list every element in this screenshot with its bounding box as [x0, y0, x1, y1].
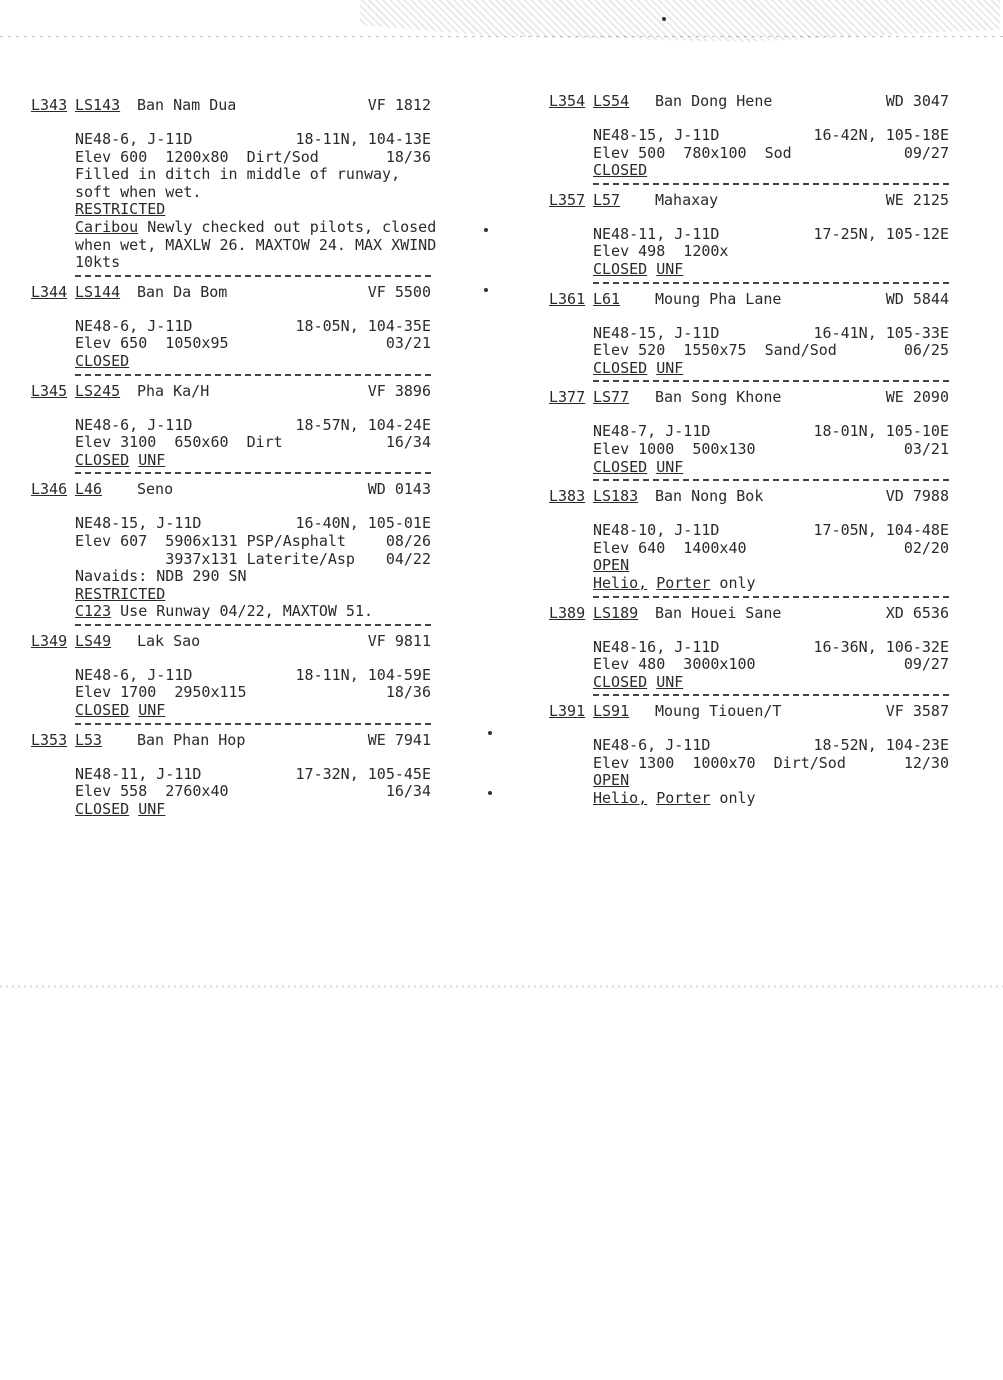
- underlined-text: CLOSED: [593, 259, 648, 278]
- site-name: Ban Dong Hene: [655, 92, 773, 110]
- dashed-separator: [593, 479, 949, 482]
- detail-line: [593, 360, 949, 378]
- dashed-separator: [593, 380, 949, 383]
- detail-right-value: 09/27: [903, 655, 949, 674]
- speck: [662, 17, 666, 21]
- detail-line: [593, 790, 949, 808]
- detail-line: [593, 162, 949, 180]
- site-code: L343: [31, 96, 68, 114]
- entry-details: [31, 417, 431, 470]
- airfield-entry: [31, 96, 437, 272]
- detail-right-value: 16-42N, 105-18E: [813, 126, 949, 144]
- detail-text: Elev 600 1200x80 Dirt/Sod: [75, 147, 319, 166]
- underlined-text: C123: [75, 602, 112, 621]
- detail-line: [75, 684, 431, 702]
- detail-line: [593, 342, 949, 360]
- detail-text: NE48-6, J-11D: [75, 316, 193, 335]
- detail-line: [593, 522, 949, 540]
- detail-line: [75, 201, 431, 219]
- airfield-entry: [31, 382, 431, 470]
- detail-text: Use Runway 04/22, MAXTOW 51.: [111, 602, 374, 621]
- underlined-text: CLOSED: [593, 161, 648, 180]
- site-name: Ban Nong Bok: [655, 487, 764, 506]
- grid-reference: XD 6536: [885, 603, 949, 622]
- entry-details: [549, 226, 949, 279]
- grid-reference: WD 0143: [367, 480, 431, 499]
- detail-text: 3937x131 Laterite/Asp: [75, 549, 355, 568]
- detail-line: [593, 243, 949, 261]
- detail-line: [593, 639, 949, 657]
- detail-text: NE48-11, J-11D: [593, 224, 720, 243]
- detail-right-value: 17-05N, 104-48E: [813, 521, 949, 540]
- site-name: Moung Pha Lane: [655, 289, 782, 308]
- detail-line: [593, 261, 949, 279]
- detail-line: [593, 737, 949, 755]
- detail-text: NE48-15, J-11D: [593, 126, 720, 144]
- site-id: LS91: [593, 702, 630, 721]
- underlined-text: RESTRICTED: [75, 200, 166, 219]
- detail-right-value: 03/21: [385, 334, 431, 353]
- detail-line: [75, 434, 431, 452]
- entry-header: [31, 731, 431, 753]
- detail-line: [593, 772, 949, 790]
- entry-header: [549, 388, 949, 410]
- site-id: LS245: [75, 381, 121, 400]
- site-code: L377: [549, 388, 586, 407]
- airfield-entry: [31, 731, 431, 819]
- grid-reference: WE 2125: [885, 190, 949, 209]
- dashed-separator: [75, 723, 431, 726]
- site-id: LS77: [593, 388, 630, 407]
- entry-details: [31, 766, 431, 819]
- site-id: L57: [593, 190, 621, 209]
- airfield-entry: [549, 191, 949, 279]
- dashed-separator: [75, 624, 431, 627]
- grid-reference: VF 9811: [367, 631, 431, 650]
- site-name: Mahaxay: [655, 190, 719, 209]
- detail-line: [593, 557, 949, 575]
- site-code: L391: [549, 702, 586, 721]
- detail-text: Elev 1300 1000x70 Dirt/Sod: [593, 753, 846, 772]
- entry-details: [549, 522, 949, 592]
- detail-line: [75, 515, 431, 533]
- detail-text: Filled in ditch in middle of runway,: [75, 165, 401, 184]
- site-code: L361: [549, 289, 586, 308]
- scan-line-middle: [0, 985, 1003, 988]
- entry-header: [31, 283, 431, 305]
- grid-reference: WD 3047: [885, 92, 949, 110]
- site-code: L389: [549, 603, 586, 622]
- detail-text: Elev 3100 650x60 Dirt: [75, 433, 283, 452]
- dashed-separator: [593, 183, 949, 186]
- detail-line: [593, 127, 949, 145]
- detail-right-value: 16-41N, 105-33E: [813, 323, 949, 342]
- speck: [484, 228, 488, 232]
- entry-header: [549, 191, 949, 213]
- detail-line: [75, 452, 431, 470]
- detail-text: Elev 558 2760x40: [75, 782, 229, 801]
- speck: [488, 731, 492, 735]
- site-name: Ban Phan Hop: [137, 730, 246, 749]
- underlined-text: OPEN: [593, 556, 630, 575]
- site-code: L344: [31, 282, 68, 301]
- underlined-text: CLOSED: [75, 799, 130, 818]
- detail-line: [75, 217, 437, 237]
- airfield-entry: [31, 632, 431, 720]
- detail-line: [75, 417, 431, 435]
- grid-reference: VF 3896: [367, 381, 431, 400]
- detail-line: [593, 540, 949, 558]
- entry-details: [31, 130, 437, 272]
- site-id: LS183: [593, 487, 639, 506]
- detail-right-value: 17-25N, 105-12E: [813, 224, 949, 243]
- detail-text: NE48-6, J-11D: [75, 665, 193, 684]
- speck: [488, 791, 492, 795]
- detail-line: [75, 166, 431, 184]
- underlined-text: UNF: [656, 259, 684, 278]
- airfield-entry: [549, 702, 949, 807]
- detail-text: 10kts: [75, 253, 121, 272]
- detail-right-value: 09/27: [903, 143, 949, 162]
- detail-line: [75, 766, 431, 784]
- detail-line: [593, 656, 949, 674]
- site-name: Ban Song Khone: [655, 388, 782, 407]
- site-id: L61: [593, 289, 621, 308]
- underlined-text: Helio,: [593, 789, 648, 808]
- entry-details: [31, 667, 431, 720]
- entry-header: [549, 702, 949, 724]
- detail-text: NE48-15, J-11D: [593, 323, 720, 342]
- underlined-text: UNF: [138, 450, 166, 469]
- detail-right-value: 18-11N, 104-59E: [295, 665, 431, 684]
- underlined-text: CLOSED: [593, 457, 648, 476]
- detail-right-value: 16/34: [385, 782, 431, 801]
- site-code: L353: [31, 730, 68, 749]
- site-name: Ban Nam Dua: [137, 96, 237, 114]
- detail-right-value: 03/21: [903, 439, 949, 458]
- detail-right-value: 18/36: [385, 683, 431, 702]
- left-column: [31, 96, 437, 818]
- site-name: Ban Houei Sane: [655, 603, 782, 622]
- grid-reference: VF 5500: [367, 282, 431, 301]
- underlined-text: CLOSED: [75, 351, 130, 370]
- detail-line: [75, 667, 431, 685]
- underlined-text: Porter: [656, 573, 711, 592]
- detail-text: Elev 607 5906x131 PSP/Asphalt: [75, 531, 346, 550]
- grid-reference: WE 7941: [367, 730, 431, 749]
- entry-details: [549, 737, 949, 807]
- underlined-text: RESTRICTED: [75, 584, 166, 603]
- detail-right-value: 18-05N, 104-35E: [295, 316, 431, 335]
- dashed-separator: [593, 282, 949, 285]
- detail-right-value: 18/36: [385, 147, 431, 166]
- underlined-text: UNF: [656, 672, 684, 691]
- site-name: Ban Da Bom: [137, 282, 228, 301]
- detail-line: [593, 575, 949, 593]
- underlined-text: UNF: [656, 358, 684, 377]
- detail-line: [75, 184, 431, 202]
- detail-line: [593, 325, 949, 343]
- detail-right-value: 18-52N, 104-23E: [813, 736, 949, 755]
- detail-line: [75, 586, 431, 604]
- detail-line: [75, 131, 431, 149]
- detail-line: [75, 353, 431, 371]
- site-code: L383: [549, 487, 586, 506]
- detail-line: [75, 149, 431, 167]
- detail-line: [75, 568, 431, 586]
- entry-details: [549, 639, 949, 692]
- entry-header: [549, 92, 949, 114]
- detail-text: Elev 480 3000x100: [593, 655, 756, 674]
- detail-text: Elev 520 1550x75 Sand/Sod: [593, 341, 837, 360]
- site-name: Moung Tiouen/T: [655, 702, 782, 721]
- detail-line: [593, 226, 949, 244]
- detail-line: [593, 423, 949, 441]
- detail-right-value: 08/26: [385, 531, 431, 550]
- airfield-entry: [549, 92, 949, 180]
- dashed-separator: [75, 275, 431, 278]
- entry-header: [549, 604, 949, 626]
- detail-line: [593, 145, 949, 163]
- detail-right-value: 04/22: [385, 549, 431, 568]
- right-column: [549, 92, 949, 808]
- detail-right-value: 18-01N, 105-10E: [813, 422, 949, 441]
- detail-text: soft when wet.: [75, 182, 202, 201]
- detail-text: NE48-15, J-11D: [75, 514, 202, 533]
- underlined-text: Porter: [656, 789, 711, 808]
- underlined-text: UNF: [138, 701, 166, 720]
- grid-reference: WD 5844: [885, 289, 949, 308]
- airfield-entry: [549, 487, 949, 592]
- detail-text: NE48-10, J-11D: [593, 521, 720, 540]
- underlined-text: UNF: [656, 457, 684, 476]
- detail-line: [75, 801, 431, 819]
- dashed-separator: [593, 694, 949, 697]
- detail-right-value: 16-40N, 105-01E: [295, 514, 431, 533]
- detail-line: [75, 702, 431, 720]
- entry-header: [31, 480, 431, 502]
- underlined-text: UNF: [138, 799, 166, 818]
- detail-line: [593, 755, 949, 773]
- detail-text: Elev 1700 2950x115: [75, 683, 247, 702]
- dashed-separator: [75, 472, 431, 475]
- detail-line: [75, 783, 431, 801]
- dashed-separator: [593, 596, 949, 599]
- detail-line: [75, 603, 431, 621]
- detail-text: when wet, MAXLW 26. MAXTOW 24. MAX XWIND: [75, 235, 437, 254]
- underlined-text: CLOSED: [593, 672, 648, 691]
- airfield-entry: [549, 290, 949, 378]
- detail-right-value: 16/34: [385, 433, 431, 452]
- site-id: L46: [75, 480, 103, 499]
- entry-details: [31, 515, 431, 621]
- site-code: L346: [31, 480, 68, 499]
- underlined-text: OPEN: [593, 771, 630, 790]
- detail-text: NE48-6, J-11D: [593, 736, 711, 755]
- entry-header: [549, 290, 949, 312]
- airfield-entry: [31, 283, 431, 371]
- detail-right-value: 18-11N, 104-13E: [295, 130, 431, 148]
- detail-right-value: 16-36N, 106-32E: [813, 637, 949, 656]
- detail-text: NE48-11, J-11D: [75, 764, 202, 783]
- detail-text: Newly checked out pilots, closed: [138, 217, 437, 236]
- entry-header: [31, 632, 431, 654]
- detail-text: only: [710, 573, 756, 592]
- detail-text: NE48-6, J-11D: [75, 130, 193, 148]
- site-name: Pha Ka/H: [137, 381, 210, 400]
- underlined-text: CLOSED: [593, 358, 648, 377]
- entry-header: [549, 487, 949, 509]
- airfield-entry: [549, 388, 949, 476]
- underlined-text: CLOSED: [75, 701, 130, 720]
- detail-text: Elev 640 1400x40: [593, 538, 747, 557]
- detail-line: [75, 254, 431, 272]
- underlined-text: CLOSED: [75, 450, 130, 469]
- dashed-separator: [75, 374, 431, 377]
- grid-reference: VD 7988: [885, 487, 949, 506]
- grid-reference: WE 2090: [885, 388, 949, 407]
- detail-line: [75, 318, 431, 336]
- detail-right-value: 02/20: [903, 538, 949, 557]
- detail-right-value: 12/30: [903, 753, 949, 772]
- detail-line: [593, 441, 949, 459]
- detail-text: Elev 498 1200x: [593, 242, 729, 261]
- site-id: L53: [75, 730, 103, 749]
- detail-text: NE48-16, J-11D: [593, 637, 720, 656]
- detail-text: only: [710, 789, 756, 808]
- entry-details: [549, 127, 949, 180]
- detail-text: NE48-6, J-11D: [75, 415, 193, 434]
- detail-right-value: 06/25: [903, 341, 949, 360]
- site-id: LS189: [593, 603, 639, 622]
- airfield-entry: [31, 480, 431, 621]
- entry-details: [549, 423, 949, 476]
- detail-line: [75, 235, 437, 255]
- detail-line: [75, 533, 431, 551]
- entry-details: [549, 325, 949, 378]
- site-name: Seno: [137, 480, 174, 499]
- detail-text: Navaids: NDB 290 SN: [75, 567, 247, 586]
- underlined-text: Caribou: [75, 217, 139, 236]
- detail-right-value: 18-57N, 104-24E: [295, 415, 431, 434]
- site-name: Lak Sao: [137, 631, 201, 650]
- site-code: L349: [31, 631, 68, 650]
- airfield-entry: [549, 604, 949, 692]
- detail-line: [75, 551, 431, 569]
- site-id: LS143: [75, 96, 121, 114]
- detail-text: Elev 1000 500x130: [593, 439, 756, 458]
- site-id: LS49: [75, 631, 112, 650]
- detail-line: [75, 335, 431, 353]
- site-id: LS144: [75, 282, 121, 301]
- grid-reference: VF 1812: [367, 96, 431, 114]
- detail-text: Elev 500 780x100 Sod: [593, 143, 792, 162]
- detail-text: NE48-7, J-11D: [593, 422, 711, 441]
- site-code: L354: [549, 92, 586, 110]
- underlined-text: Helio,: [593, 573, 648, 592]
- entry-header: [31, 382, 431, 404]
- entry-header: [31, 96, 431, 118]
- scan-line-top: [0, 36, 1003, 37]
- site-code: L357: [549, 190, 586, 209]
- detail-right-value: 17-32N, 105-45E: [295, 764, 431, 783]
- detail-text: Elev 650 1050x95: [75, 334, 229, 353]
- site-code: L345: [31, 381, 68, 400]
- grid-reference: VF 3587: [885, 702, 949, 721]
- entry-details: [31, 318, 431, 371]
- detail-line: [593, 459, 949, 477]
- speck: [484, 288, 488, 292]
- site-id: LS54: [593, 92, 630, 110]
- detail-line: [593, 674, 949, 692]
